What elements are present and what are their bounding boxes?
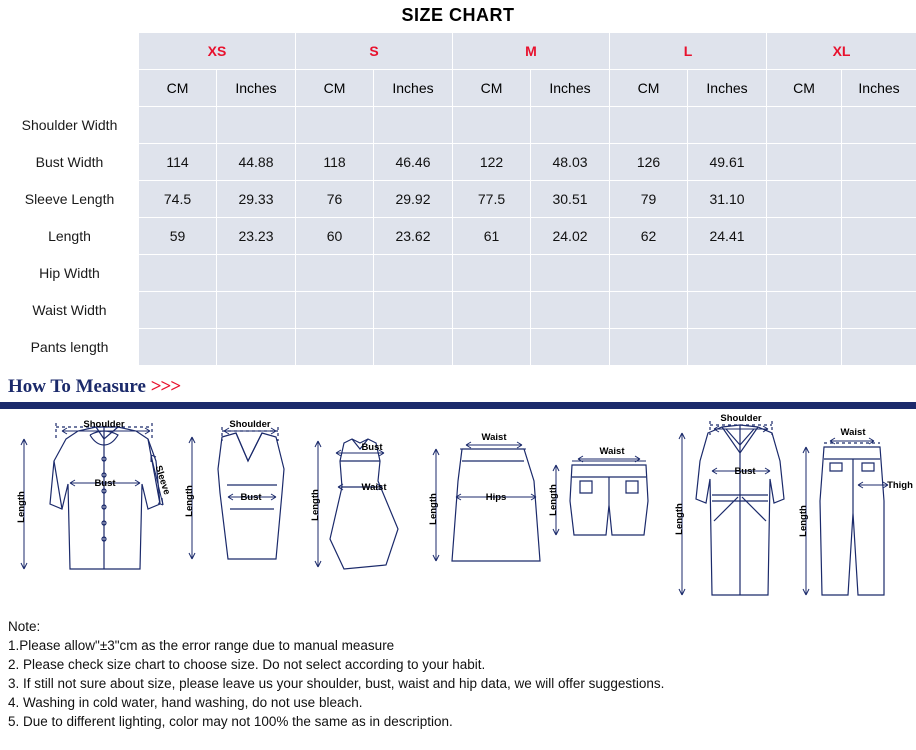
cell-waist-width-m-in — [531, 292, 610, 329]
cell-shoulder-width-xs-in — [217, 107, 296, 144]
cell-hip-width-l-in — [688, 255, 767, 292]
cell-length-xs-in: 23.23 — [217, 218, 296, 255]
cell-hip-width-xl-cm — [767, 255, 842, 292]
figure-dress-label-bust: Bust — [361, 442, 383, 453]
cell-waist-width-s-cm — [296, 292, 374, 329]
cell-bust-width-xs-cm: 114 — [139, 144, 217, 181]
cell-sleeve-length-l-cm: 79 — [610, 181, 688, 218]
cell-pants-length-s-in — [374, 329, 453, 366]
unit-xs-inches: Inches — [217, 70, 296, 107]
cell-hip-width-m-cm — [453, 255, 531, 292]
cell-hip-width-l-cm — [610, 255, 688, 292]
table-row — [1, 292, 916, 329]
cell-sleeve-length-m-cm: 77.5 — [453, 181, 531, 218]
cell-shoulder-width-m-in — [531, 107, 610, 144]
cell-length-s-in: 23.62 — [374, 218, 453, 255]
cell-length-xl-in — [842, 218, 916, 255]
cell-pants-length-m-cm — [453, 329, 531, 366]
cell-waist-width-m-cm — [453, 292, 531, 329]
figure-coat-label-shoulder: Shoulder — [720, 413, 762, 424]
figure-tank-label-bust: Bust — [240, 492, 262, 503]
table-row — [1, 329, 916, 366]
unit-xl-inches: Inches — [842, 70, 916, 107]
cell-sleeve-length-l-in: 31.10 — [688, 181, 767, 218]
figure-blouse-label-sleeve: Sleeve — [152, 464, 173, 497]
unit-l-inches: Inches — [688, 70, 767, 107]
cell-length-xs-cm: 59 — [139, 218, 217, 255]
figure-dress — [315, 439, 398, 569]
figure-pants-label-thigh: Thigh — [887, 480, 913, 491]
figure-dress-label-waist: Waist — [361, 482, 387, 493]
cell-hip-width-xs-cm — [139, 255, 217, 292]
cell-bust-width-s-in: 46.46 — [374, 144, 453, 181]
note-line-5: 5. Due to different lighting, color may not 100% the same as in description. — [8, 714, 453, 729]
how-to-measure-label: How To Measure — [8, 376, 146, 397]
how-to-measure-arrows-icon: >>> — [150, 376, 181, 397]
cell-shoulder-width-s-cm — [296, 107, 374, 144]
cell-waist-width-xl-cm — [767, 292, 842, 329]
cell-sleeve-length-xl-cm — [767, 181, 842, 218]
cell-bust-width-s-cm: 118 — [296, 144, 374, 181]
figure-skirt-label-hips: Hips — [485, 492, 507, 503]
cell-pants-length-xl-in — [842, 329, 916, 366]
size-header-s: S — [296, 33, 453, 70]
table-row — [1, 255, 916, 292]
cell-bust-width-xl-in — [842, 144, 916, 181]
figure-blouse-label-bust: Bust — [94, 478, 116, 489]
cell-bust-width-m-in: 48.03 — [531, 144, 610, 181]
row-label-waist-width: Waist Width — [1, 292, 139, 329]
note-heading: Note: — [8, 619, 41, 634]
cell-bust-width-xs-in: 44.88 — [217, 144, 296, 181]
figure-tank-label-shoulder: Shoulder — [229, 419, 271, 430]
size-header-l: L — [610, 33, 767, 70]
cell-shoulder-width-l-in — [688, 107, 767, 144]
cell-length-xl-cm — [767, 218, 842, 255]
header-corner-blank — [1, 33, 139, 70]
unit-l-cm: CM — [610, 70, 688, 107]
figure-shorts-label-waist: Waist — [599, 446, 625, 457]
cell-shoulder-width-s-in — [374, 107, 453, 144]
table-row — [1, 107, 916, 144]
cell-sleeve-length-xs-in: 29.33 — [217, 181, 296, 218]
row-label-shoulder-width: Shoulder Width — [1, 107, 139, 144]
cell-shoulder-width-m-cm — [453, 107, 531, 144]
unit-s-inches: Inches — [374, 70, 453, 107]
size-chart-table — [0, 32, 916, 366]
cell-sleeve-length-m-in: 30.51 — [531, 181, 610, 218]
cell-pants-length-xs-cm — [139, 329, 217, 366]
cell-waist-width-xl-in — [842, 292, 916, 329]
figure-tank-top — [189, 427, 284, 559]
size-header-row — [1, 33, 916, 70]
cell-waist-width-xs-in — [217, 292, 296, 329]
note-line-2: 2. Please check size chart to choose size. Do not select according to your habit. — [8, 657, 486, 672]
figure-coat-label-bust: Bust — [734, 466, 756, 477]
cell-bust-width-l-in: 49.61 — [688, 144, 767, 181]
cell-bust-width-m-cm: 122 — [453, 144, 531, 181]
cell-hip-width-s-cm — [296, 255, 374, 292]
cell-sleeve-length-xs-cm: 74.5 — [139, 181, 217, 218]
cell-waist-width-l-cm — [610, 292, 688, 329]
table-row — [1, 144, 916, 181]
cell-pants-length-s-cm — [296, 329, 374, 366]
section-divider — [0, 402, 916, 409]
figure-shorts — [553, 456, 648, 535]
unit-m-inches: Inches — [531, 70, 610, 107]
cell-bust-width-xl-cm — [767, 144, 842, 181]
figure-tank-label-length: Length — [184, 485, 195, 517]
cell-pants-length-l-in — [688, 329, 767, 366]
cell-hip-width-s-in — [374, 255, 453, 292]
unit-xl-cm: CM — [767, 70, 842, 107]
cell-waist-width-s-in — [374, 292, 453, 329]
row-label-bust-width: Bust Width — [1, 144, 139, 181]
figure-coat-label-length: Length — [674, 503, 685, 535]
cell-length-l-in: 24.41 — [688, 218, 767, 255]
figure-blouse-label-length: Length — [16, 491, 27, 523]
note-block — [0, 609, 916, 731]
note-line-4: 4. Washing in cold water, hand washing, do not use bleach. — [8, 695, 363, 710]
cell-length-s-cm: 60 — [296, 218, 374, 255]
cell-shoulder-width-xl-cm — [767, 107, 842, 144]
figure-shorts-label-length: Length — [548, 484, 559, 516]
cell-pants-length-xl-cm — [767, 329, 842, 366]
cell-length-m-cm: 61 — [453, 218, 531, 255]
cell-sleeve-length-xl-in — [842, 181, 916, 218]
cell-pants-length-m-in — [531, 329, 610, 366]
figure-pants-label-length: Length — [798, 505, 809, 537]
figure-skirt-label-length: Length — [428, 493, 439, 525]
cell-shoulder-width-l-cm — [610, 107, 688, 144]
cell-sleeve-length-s-cm: 76 — [296, 181, 374, 218]
cell-shoulder-width-xl-in — [842, 107, 916, 144]
table-row — [1, 218, 916, 255]
cell-shoulder-width-xs-cm — [139, 107, 217, 144]
page-title: SIZE CHART — [401, 5, 515, 25]
unit-xs-cm: CM — [139, 70, 217, 107]
figure-pants-label-waist: Waist — [840, 427, 866, 438]
unit-header-row — [1, 70, 916, 107]
cell-pants-length-l-cm — [610, 329, 688, 366]
table-row — [1, 181, 916, 218]
cell-pants-length-xs-in — [217, 329, 296, 366]
cell-hip-width-m-in — [531, 255, 610, 292]
cell-hip-width-xl-in — [842, 255, 916, 292]
how-to-measure-heading — [0, 376, 916, 398]
row-label-length: Length — [1, 218, 139, 255]
cell-waist-width-l-in — [688, 292, 767, 329]
cell-sleeve-length-s-in: 29.92 — [374, 181, 453, 218]
cell-waist-width-xs-cm — [139, 292, 217, 329]
row-label-sleeve-length: Sleeve Length — [1, 181, 139, 218]
size-header-xl: XL — [767, 33, 916, 70]
cell-hip-width-xs-in — [217, 255, 296, 292]
figure-blouse-label-shoulder: Shoulder — [83, 419, 125, 430]
measurement-figures — [0, 409, 916, 609]
note-line-1: 1.Please allow"±3"cm as the error range due to manual measure — [8, 638, 395, 653]
row-label-hip-width: Hip Width — [1, 255, 139, 292]
figure-pants — [803, 438, 888, 595]
figure-coat — [679, 421, 784, 595]
cell-length-l-cm: 62 — [610, 218, 688, 255]
cell-bust-width-l-cm: 126 — [610, 144, 688, 181]
figure-skirt-label-waist: Waist — [481, 432, 507, 443]
unit-m-cm: CM — [453, 70, 531, 107]
size-header-xs: XS — [139, 33, 296, 70]
unit-s-cm: CM — [296, 70, 374, 107]
note-line-3: 3. If still not sure about size, please leave us your shoulder, bust, waist and hip data, we will offer suggestions. — [8, 676, 665, 691]
figure-dress-label-length: Length — [310, 489, 321, 521]
size-header-m: M — [453, 33, 610, 70]
cell-length-m-in: 24.02 — [531, 218, 610, 255]
figure-blouse — [21, 423, 163, 569]
row-label-pants-length: Pants length — [1, 329, 139, 366]
unit-corner-blank — [1, 70, 139, 107]
